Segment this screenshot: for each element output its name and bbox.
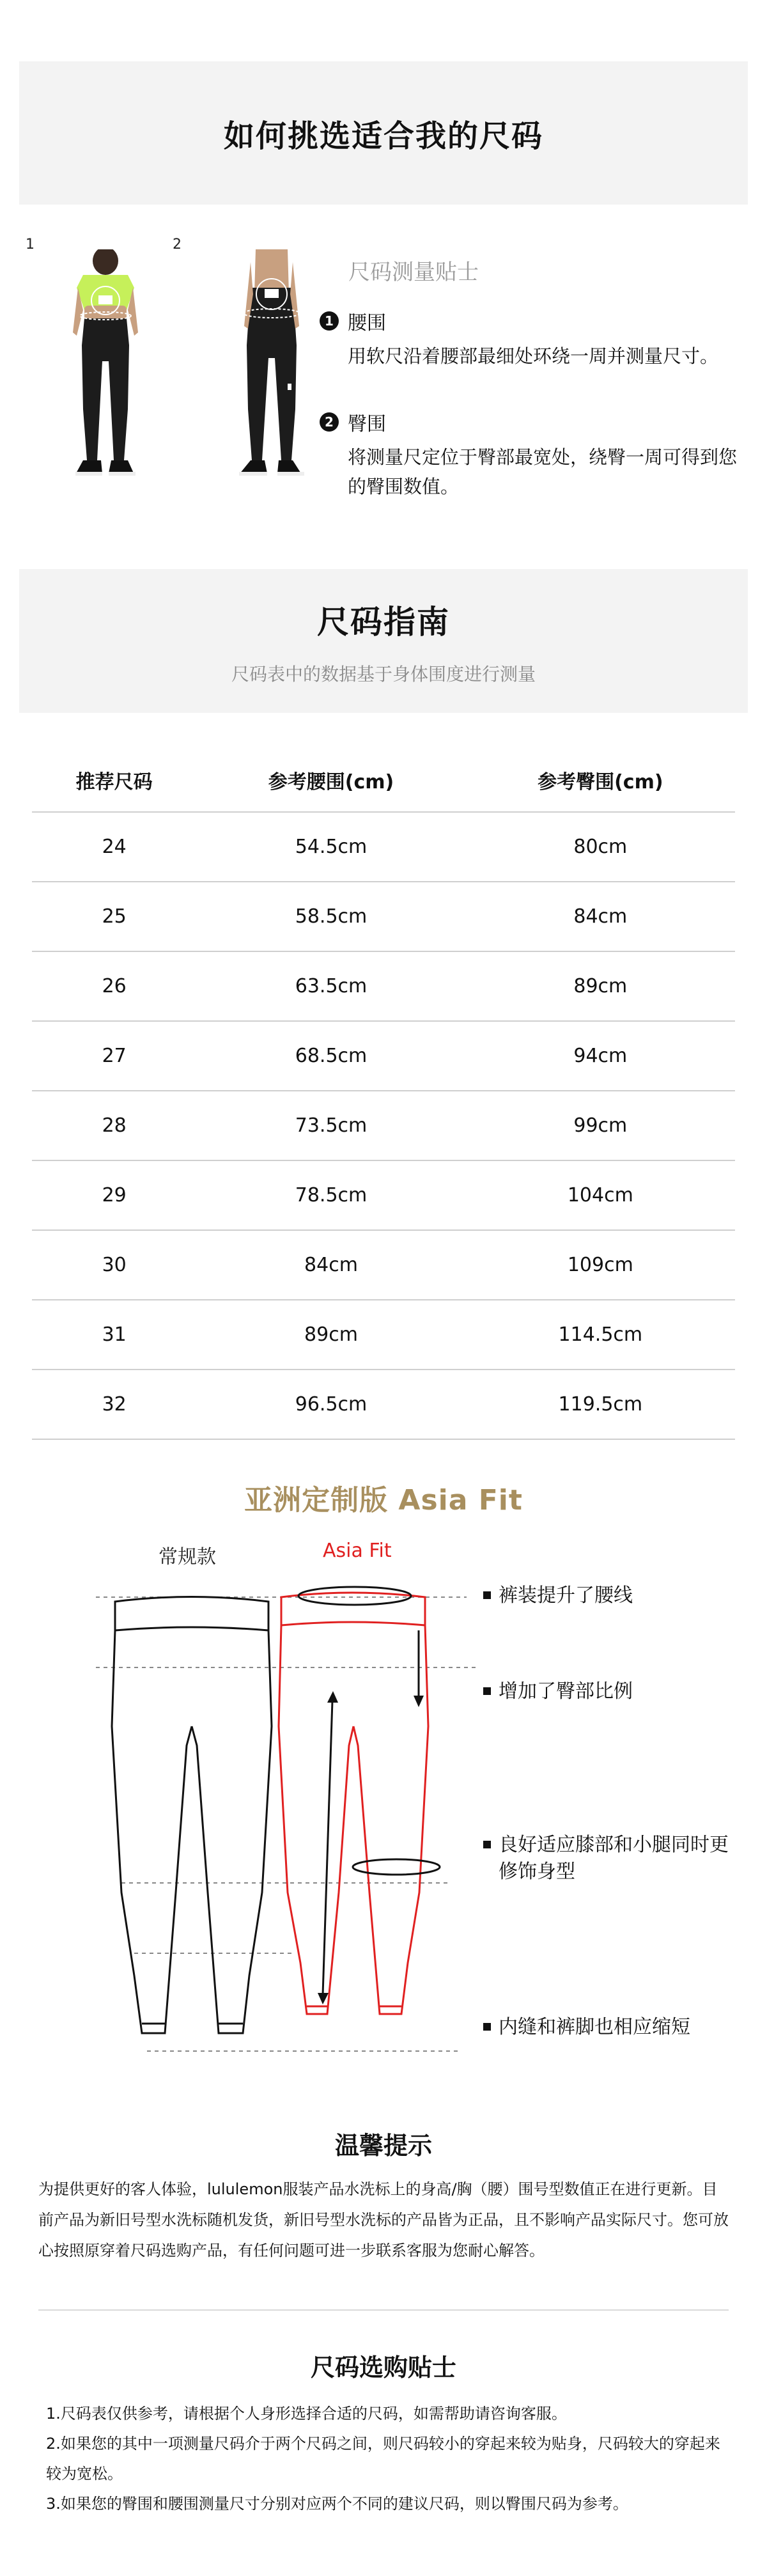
hip-cell: 99cm	[466, 1091, 735, 1160]
hip-cell: 114.5cm	[466, 1300, 735, 1370]
waist-cell: 89cm	[196, 1300, 465, 1370]
size-cell: 27	[32, 1021, 196, 1091]
waist-cell: 84cm	[196, 1230, 465, 1300]
bullet-icon	[483, 1687, 491, 1695]
size-guide-banner	[19, 569, 748, 713]
tip-description: 用软尺沿着腰部最细处环绕一周并测量尺寸。	[348, 345, 719, 367]
feature-item	[483, 1832, 732, 1885]
table-row	[32, 1160, 735, 1230]
tip-hip	[320, 408, 741, 501]
column-header: 参考臀围(cm)	[466, 748, 735, 812]
asia-fit-label: Asia Fit	[323, 1540, 392, 1562]
waist-cell: 58.5cm	[196, 882, 465, 951]
feature-text: 内缝和裤脚也相应缩短	[499, 2016, 690, 2038]
size-table	[32, 748, 735, 1440]
feature-text: 增加了臀部比例	[499, 1680, 633, 1703]
hip-cell: 89cm	[466, 951, 735, 1021]
model-front-image	[45, 249, 166, 499]
size-cell: 24	[32, 812, 196, 882]
table-row	[32, 951, 735, 1021]
table-header-row	[32, 748, 735, 812]
regular-fit-label: 常规款	[159, 1546, 216, 1568]
table-row	[32, 1091, 735, 1160]
feature-item	[483, 2014, 690, 2041]
size-guide-title: 尺码指南	[317, 603, 450, 641]
size-cell: 28	[32, 1091, 196, 1160]
list-item: 3.如果您的臀围和腰围测量尺寸分别对应两个不同的建议尺码，则以臀围尺码为参考。	[46, 2495, 628, 2513]
asia-fit-title: 亚洲定制版 Asia Fit	[244, 1484, 523, 1517]
feature-text: 良好适应膝部和小腿同时更修饰身型	[499, 1834, 729, 1883]
bullet-icon	[483, 2023, 491, 2031]
bullet-icon	[483, 1591, 491, 1599]
waist-cell: 96.5cm	[196, 1370, 465, 1439]
header-banner	[19, 61, 748, 205]
column-header: 参考腰围(cm)	[196, 748, 465, 812]
hip-cell: 84cm	[466, 882, 735, 951]
tip-title: 腰围	[348, 312, 386, 334]
hip-cell: 119.5cm	[466, 1370, 735, 1439]
asia-fit-diagram	[0, 1534, 767, 2084]
warm-tips-text: 为提供更好的客人体验，lululemon服装产品水洗标上的身高/胸（腰）围号型数值正在进行更新。目前产品为新旧号型水洗标随机发货，新旧号型水洗标的产品皆为正品，且不影响产品实际尺寸。您可放心按照原穿着尺码选购产品，有任何问题可进一步联系客服为您耐心解答。	[38, 2180, 729, 2260]
tip-title: 臀围	[348, 413, 386, 435]
model-number-1: 1	[26, 237, 35, 253]
table-row	[32, 1230, 735, 1300]
page-title: 如何挑选适合我的尺码	[223, 118, 543, 154]
divider	[38, 2309, 729, 2311]
list-item: 1.尺码表仅供参考，请根据个人身形选择合适的尺码，如需帮助请咨询客服。	[46, 2405, 567, 2423]
model-number-2: 2	[173, 237, 182, 253]
size-cell: 29	[32, 1160, 196, 1230]
size-cell: 32	[32, 1370, 196, 1439]
waist-cell: 54.5cm	[196, 812, 465, 882]
feature-item	[483, 1678, 633, 1705]
shopping-tips-title: 尺码选购贴士	[310, 2354, 456, 2382]
feature-text: 裤装提升了腰线	[499, 1584, 633, 1607]
size-cell: 26	[32, 951, 196, 1021]
hip-cell: 80cm	[466, 812, 735, 882]
table-row	[32, 882, 735, 951]
waist-cell: 73.5cm	[196, 1091, 465, 1160]
size-cell: 31	[32, 1300, 196, 1370]
table-row	[32, 1021, 735, 1091]
table-row	[32, 1300, 735, 1370]
table-row	[32, 1370, 735, 1439]
bullet-icon	[483, 1841, 491, 1848]
hip-cell: 104cm	[466, 1160, 735, 1230]
shopping-tips-list	[46, 2399, 730, 2519]
tip-waist	[320, 307, 741, 371]
waist-cell: 63.5cm	[196, 951, 465, 1021]
size-guide-subtitle: 尺码表中的数据基于身体围度进行测量	[231, 663, 536, 685]
warm-tips-title: 温馨提示	[334, 2132, 432, 2160]
list-item: 2.如果您的其中一项测量尺码介于两个尺码之间，则尺码较小的穿起来较为贴身，尺码较大的穿起来较为宽松。	[46, 2435, 720, 2483]
tip-number-badge: 2	[320, 412, 339, 432]
tip-number-badge: 1	[320, 311, 339, 331]
size-cell: 25	[32, 882, 196, 951]
table-row	[32, 812, 735, 882]
feature-item	[483, 1582, 633, 1609]
waist-cell: 68.5cm	[196, 1021, 465, 1091]
hip-cell: 109cm	[466, 1230, 735, 1300]
model-back-image	[211, 249, 332, 499]
tips-title: 尺码测量贴士	[348, 260, 479, 285]
waist-cell: 78.5cm	[196, 1160, 465, 1230]
measurement-tips-section	[19, 237, 748, 511]
size-cell: 30	[32, 1230, 196, 1300]
tip-description: 将测量尺定位于臀部最宽处，绕臀一周可得到您的臀围数值。	[348, 446, 738, 497]
hip-cell: 94cm	[466, 1021, 735, 1091]
leggings-comparison-illustration	[0, 1534, 767, 2084]
column-header: 推荐尺码	[32, 748, 196, 812]
